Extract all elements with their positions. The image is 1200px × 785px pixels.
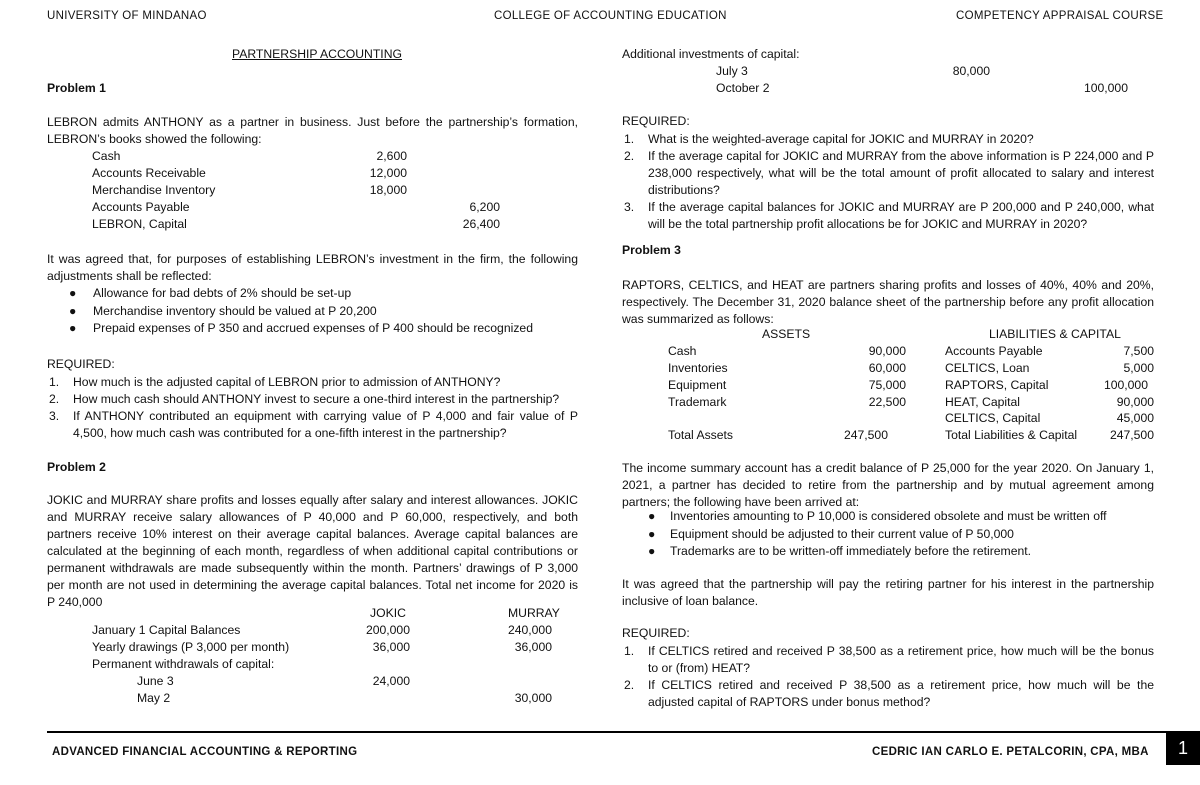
table-row-label: Permanent withdrawals of capital: bbox=[92, 657, 275, 671]
bullet-icon: ● bbox=[69, 303, 77, 318]
liability-value: 90,000 bbox=[1116, 395, 1154, 409]
list-item: ● Prepaid expenses of P 350 and accrued expenses of P 400 should be recognized bbox=[47, 320, 587, 338]
bullet-icon: ● bbox=[69, 321, 77, 335]
problem-1-heading: Problem 1 bbox=[47, 81, 106, 95]
list-item: 2. If CELTICS retired and received P 38,500 as a retirement price, how much will be the adjusted capital of RAPTORS under bonus method? bbox=[624, 678, 1154, 709]
table-cell: 100,000 bbox=[1083, 81, 1128, 95]
table-row-label: May 2 bbox=[137, 691, 171, 705]
liability-label: CELTICS, Capital bbox=[945, 411, 1041, 425]
table-row-label: January 1 Capital Balances bbox=[92, 623, 241, 637]
problem-2-required-label: REQUIRED: bbox=[622, 114, 690, 128]
problem-1-intro: LEBRON admits ANTHONY as a partner in business. Just before the partnership’s formation, LEBRON’s books showed the following: bbox=[47, 115, 578, 146]
table-cell: 80,000 bbox=[952, 64, 990, 78]
table-cell: 240,000 bbox=[507, 623, 552, 637]
liability-label: CELTICS, Loan bbox=[945, 361, 1030, 375]
additional-investments-label: Additional investments of capital: bbox=[622, 47, 800, 61]
problem-3-required-list bbox=[622, 643, 1154, 711]
header-college: COLLEGE OF ACCOUNTING EDUCATION bbox=[494, 10, 727, 22]
problem-3-heading: Problem 3 bbox=[622, 243, 681, 257]
column-header: JOKIC bbox=[370, 606, 406, 620]
page-title: PARTNERSHIP ACCOUNTING bbox=[232, 47, 402, 61]
asset-label: Cash bbox=[668, 344, 697, 358]
liability-value: 7,500 bbox=[1123, 344, 1154, 358]
list-item: 1. If CELTICS retired and received P 38,500 as a retirement price, how much will be the bonus to or (from) HEAT? bbox=[624, 644, 1154, 675]
bullet-icon: ● bbox=[648, 509, 656, 523]
list-item: ● Inventories amounting to P 10,000 is considered obsolete and must be written off bbox=[622, 508, 1162, 526]
table-row-label: Merchandise Inventory bbox=[92, 183, 216, 197]
list-item: ● Trademarks are to be written-off immediately before the retirement. bbox=[622, 543, 1162, 561]
problem-2-heading: Problem 2 bbox=[47, 460, 106, 474]
list-item: ● Equipment should be adjusted to their current value of P 50,000 bbox=[622, 526, 1162, 544]
list-item: 3. If ANTHONY contributed an equipment with carrying value of P 4,000 and fair value of P 4,500, how much cash was contributed for a one-fifth interest in the partnership? bbox=[49, 409, 578, 440]
table-row-label: October 2 bbox=[716, 81, 770, 95]
header-course: COMPETENCY APPRAISAL COURSE bbox=[956, 10, 1164, 22]
table-row-label: Accounts Payable bbox=[92, 200, 190, 214]
table-row-label: LEBRON, Capital bbox=[92, 217, 187, 231]
bullet-icon: ● bbox=[648, 526, 656, 541]
table-row-debit: 2,600 bbox=[376, 149, 407, 163]
problem-2-text: JOKIC and MURRAY share profits and losses equally after salary and interest allowances. JOKIC and MURRAY receive salary allowances of P 40,000 and P 60,000, respectively, and both partners receive 10% interest on their average capital balances. Average capital balances are calculated at the beginning of each month, regardless of when additional capital contributions or permanent withdrawals are made subsequently within the month. Partners’ drawings of P 3,000 per month are not used in determining the average capital balances. Total net income for 2020 is P 240,000 bbox=[47, 493, 578, 609]
total-liabilities-value: 247,500 bbox=[1109, 428, 1154, 442]
table-row-credit: 6,200 bbox=[469, 200, 500, 214]
liability-label: HEAT, Capital bbox=[945, 395, 1020, 409]
table-cell: 36,000 bbox=[514, 640, 552, 654]
problem-3-agreed: It was agreed that the partnership will pay the retiring partner for his interest in the partnership inclusive of loan balance. bbox=[622, 577, 1154, 608]
table-row-label: Yearly drawings (P 3,000 per month) bbox=[92, 640, 290, 654]
list-item: 2. How much cash should ANTHONY invest to secure a one-third interest in the partnership? bbox=[49, 392, 560, 406]
list-item: ● Merchandise inventory should be valued at P 20,200 bbox=[47, 303, 587, 321]
asset-label: Equipment bbox=[668, 378, 727, 392]
problem-3-income-text: The income summary account has a credit balance of P 25,000 for the year 2020. On January 1, 2021, a partner has decided to retire from the partnership and by mutual agreement among partners; the following have been arrived at: bbox=[622, 461, 1154, 509]
liability-value: 45,000 bbox=[1116, 411, 1154, 425]
asset-label: Trademark bbox=[668, 395, 727, 409]
bullet-icon: ● bbox=[648, 544, 656, 558]
liability-label: RAPTORS, Capital bbox=[945, 378, 1049, 392]
asset-value: 75,000 bbox=[868, 378, 906, 392]
problem-1-required-label: REQUIRED: bbox=[47, 357, 115, 371]
asset-value: 60,000 bbox=[868, 361, 906, 375]
asset-value: 90,000 bbox=[868, 344, 906, 358]
total-liabilities-label: Total Liabilities & Capital bbox=[945, 428, 1078, 442]
table-row-debit: 18,000 bbox=[369, 183, 407, 197]
table-row-credit: 26,400 bbox=[462, 217, 500, 231]
table-row-label: July 3 bbox=[716, 64, 748, 78]
problem-3-text: RAPTORS, CELTICS, and HEAT are partners sharing profits and losses of 40%, 40% and 20%, respectively. The December 31, 2020 balance sheet of the partnership before any profit allocation was summarized as follows: bbox=[622, 278, 1154, 326]
table-row-label: Cash bbox=[92, 149, 121, 163]
table-cell: 200,000 bbox=[365, 623, 410, 637]
footer-divider bbox=[47, 731, 1166, 733]
list-item: ● Allowance for bad debts of 2% should be set-up bbox=[47, 285, 587, 303]
table-cell: 30,000 bbox=[514, 691, 552, 705]
problem-1-agreed: It was agreed that, for purposes of establishing LEBRON’s investment in the firm, the following adjustments shall be reflected: bbox=[47, 252, 578, 283]
problem-3-bullets bbox=[622, 508, 1162, 561]
header-university: UNIVERSITY OF MINDANAO bbox=[47, 10, 207, 22]
total-assets-value: 247,500 bbox=[843, 428, 888, 442]
footer-author: CEDRIC IAN CARLO E. PETALCORIN, CPA, MBA bbox=[872, 746, 1149, 758]
list-item: 2. If the average capital for JOKIC and MURRAY from the above information is P 224,000 and P 238,000 respectively, what will be the total amount of profit allocated to salary and interest distributions? bbox=[624, 149, 1154, 197]
liability-label: Accounts Payable bbox=[945, 344, 1043, 358]
problem-2-required-list bbox=[622, 131, 1154, 233]
footer-course-title: ADVANCED FINANCIAL ACCOUNTING & REPORTING bbox=[52, 746, 358, 758]
asset-value: 22,500 bbox=[868, 395, 906, 409]
assets-heading: ASSETS bbox=[762, 327, 811, 341]
liability-value: 100,000 bbox=[1103, 378, 1148, 392]
liability-value: 5,000 bbox=[1123, 361, 1154, 375]
table-cell: 36,000 bbox=[372, 640, 410, 654]
asset-label: Inventories bbox=[668, 361, 728, 375]
bullet-icon: ● bbox=[69, 286, 77, 300]
problem-1-required-list bbox=[47, 374, 578, 442]
table-cell: 24,000 bbox=[372, 674, 410, 688]
list-item: 1. What is the weighted-average capital for JOKIC and MURRAY in 2020? bbox=[624, 132, 1034, 146]
problem-3-required-label: REQUIRED: bbox=[622, 626, 690, 640]
problem-1-bullets bbox=[47, 285, 587, 338]
total-assets-label: Total Assets bbox=[668, 428, 734, 442]
table-row-debit: 12,000 bbox=[369, 166, 407, 180]
table-row-label: Accounts Receivable bbox=[92, 166, 206, 180]
list-item: 3. If the average capital balances for JOKIC and MURRAY are P 200,000 and P 240,000, what will be the total partnership profit allocations be for JOKIC and MURRAY in 2020? bbox=[624, 200, 1154, 231]
liabilities-heading: LIABILITIES & CAPITAL bbox=[989, 327, 1121, 341]
table-row-label: June 3 bbox=[137, 674, 174, 688]
list-item: 1. How much is the adjusted capital of LEBRON prior to admission of ANTHONY? bbox=[49, 375, 501, 389]
column-header: MURRAY bbox=[508, 606, 560, 620]
page-number: 1 bbox=[1166, 731, 1200, 765]
